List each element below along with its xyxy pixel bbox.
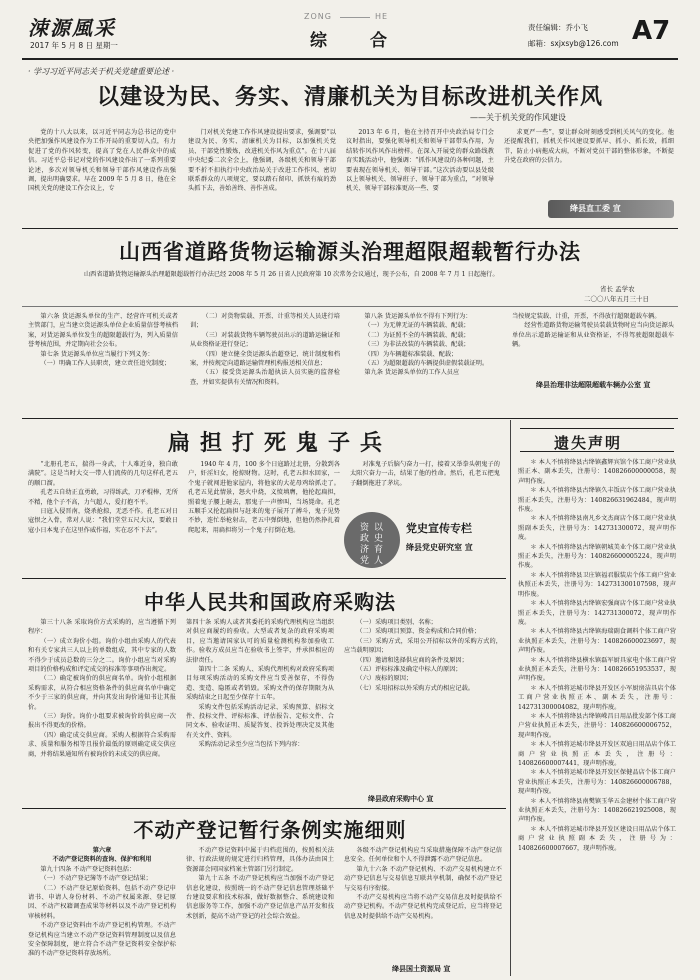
page-number: A7	[632, 16, 671, 46]
badge-char: 资	[360, 523, 370, 533]
article1-para-3: 2013 年 6 月，他在主持召开中央政治局专门会议时指出，要强化领导机关和领导干部带头作用，为结转作风作风作出榜样。在深入开展党的群众路线教育实践活动中，他强调：“抓作风建设的各种问题，主要表现在领导机关、领导干部。”这次活动要以县处级以上领导机关、领导班子、领导干部为重点，“对领导机关、领导干部标准更高一些、要	[346, 129, 494, 193]
party-history-promo-byline: 绛县党史研究室 宣	[406, 542, 473, 552]
badge-char: 史	[374, 534, 384, 544]
article4-item: （二）确定被询价的供应商名单。询价小组根据采购需求，从符合相应资格条件的供应商名单中确定不少于三家的供应商，并向其发出询价通知书让其报价。	[28, 675, 176, 711]
article4-col-3	[344, 618, 502, 808]
lost-notice-item: ＊ 本人不慎将绛县卫庄镇福君服装店个体工商户营业执照正本丢失，注册号为：142731300107598，现声明作废。	[518, 571, 676, 598]
article3-para: 对准鬼子后脑勺奋力一打，接着又举拳头朝鬼子的太阳穴奋力一击，结果了他的性命。然后，孔老五把鬼子翻倒拖进了茅坑。	[350, 461, 500, 487]
lost-notice-item: ＊ 本人不慎将绛县古绛镇鑫辉宾馆个体工商户营业执照正本、副本丢失，注册号：140826600000058，现声明作废。	[518, 459, 676, 485]
email-line	[528, 38, 619, 49]
article4-item: 采购文件包括采购活动记录、采购预算、招标文件、投标文件、评标标准、评估报告、定标文件、合同文本、验收证明、质疑答复、投诉处理决定及其他有关文件、资料。	[186, 703, 334, 739]
badge-char: 党	[360, 556, 370, 566]
badge-char: 人	[374, 556, 384, 566]
lost-notices-column-divider	[510, 420, 511, 976]
lost-notice-item: ＊ 本人不慎将绛县古绛镇宏强商店个体工商户营业执照正本丢失，注册号为：142731300072，现声明作废。	[518, 600, 676, 626]
lost-notice-item: ＊ 本人不慎将绛县南凡乡文杰商店个体工商户营业执照副本丢失，注册号为：142731300072，现声明作废。	[518, 515, 676, 542]
article4-item: 第四十二条 采购人、采购代理机构对政府采购项目每项采购活动的采购文件应当妥善保存，不得伪造、变造、隐匿或者销毁。采购文件的保存期限为从采购结束之日起至少保存十五年。	[186, 666, 334, 702]
article4-item: （四）确定成交供应商。采购人根据符合采购需求、质量和服务相等且报价最低的原则确定成交供应商，并将结果通知所有被询价的未成交的供应商。	[28, 731, 176, 758]
article2-item: （一）明确工作人员职责，建立责任追究制度；	[40, 360, 171, 368]
article2-col-3	[352, 312, 502, 412]
section-line-left	[340, 17, 370, 18]
article1-col-3	[346, 128, 494, 224]
article4-title: 中华人民共和国政府采购法	[144, 590, 396, 614]
paper-name: 涑源風采	[28, 16, 116, 40]
party-history-badge	[344, 512, 400, 568]
article4-item: （三）询价。询价小组要求被询价的供应商一次报出不得更改的价格。	[28, 713, 176, 730]
lost-notice-item: ＊ 本人不慎将绛县横水镇磊军厨具家电个体工商户营业执照正本丢失，注册号为：140826651953537，现声明作废。	[518, 656, 676, 683]
section-title-zong: 综	[310, 31, 327, 51]
article1-col-4	[504, 128, 674, 192]
badge-char: 济	[360, 545, 370, 555]
article3-col-2	[188, 460, 340, 572]
issue-date: 2017 年 5 月 8 日 星期一	[30, 41, 118, 50]
lost-notice-item: ＊ 本人不慎将运城市绛县开发区建设日用品店个体工商户营业执照副本丢失，注册号为：140826600007667，现声明作废。	[518, 825, 676, 852]
lost-notice-item: ＊ 本人不慎将绛县古绛镇朝城美业个体工商户营业执照正本丢失，注册号为：140826600005224，现声明作废。	[518, 543, 676, 570]
article5-chapter: 第六章	[92, 847, 112, 854]
article2-bottom-rule	[22, 418, 678, 419]
article2-item: 经营性道路货物运输驾驶员装载货物时应当向货运源头单位出示道路运输证和从业资格证，不得驾驶超限超载车辆。	[512, 322, 674, 349]
article4-col-1	[28, 618, 176, 808]
badge-char: 以	[374, 523, 384, 533]
article5-item: 不动产登记资料中属于归档范围的，按照相关法律、行政法规的规定进行归档管理，具体办法由国土资源部会同国家档案主管部门另行制定。	[186, 847, 334, 873]
badge-char: 育	[374, 545, 384, 555]
article2-col-4	[512, 312, 674, 376]
article5-byline: 绛县国土资源局 宣	[392, 964, 451, 973]
article2-sign-date: 二〇〇八年五月三十日	[584, 295, 649, 303]
article2-item: （四）为车辆超标准装载、配载；	[364, 350, 458, 358]
article5-col-3	[344, 846, 502, 958]
section-title-he: 合	[370, 31, 387, 51]
article4-item: （二）采购项目预算、资金构成和合同价格；	[356, 628, 481, 636]
article1-col-2	[188, 128, 336, 224]
article2-item: 第七条 货运源头单位应当履行下列义务：	[40, 350, 154, 358]
article5-item: （二）不动产登记原始资料，包括不动产登记申请书、申请人身份材料、不动产权属来源、登记原因、不动产权籍调查成果等材料以及不动产登记机构审核材料。	[28, 884, 176, 920]
article2-item: （四）建立健全货运源头治超登记、统计制度和档案，并按规定向道路运输管理机构报送相关信息；	[190, 350, 340, 368]
article2-col-1	[28, 312, 178, 412]
editor-line	[528, 22, 588, 33]
article2-preamble	[84, 270, 664, 282]
section-pinyin-zong: ZONG	[304, 12, 332, 21]
article4-item: （一）成立询价小组。询价小组由采购人的代表和有关专家共三人以上的单数组成，其中专家的人数不得少于成员总数的三分之二。询价小组应当对采购项目的价格构成和评定成交的标准等事项作出规定。	[28, 637, 176, 674]
article3-col-1	[28, 460, 178, 572]
article2-item: （三）对装载货物车辆驾驶员出示的道路运输证和从业资格证进行登记；	[190, 331, 340, 349]
article2-item: （五）接受货运源头治超执法人员实施的监督检查，并如实提供有关情况和资料。	[190, 369, 340, 386]
article4-item: 采购活动记录至少应当包括下列内容：	[198, 741, 304, 749]
article4-item: 第三十八条 采取询价方式采购的，应当遵循下列程序：	[28, 619, 176, 636]
article2-preamble-text: 山西省道路货物运输源头治理超限超载暂行办法已经 2008 年 5 月 26 日省人民政府第 10 次常务会议通过，现予公布，自 2008 年 7 月 1 日起施行。	[84, 271, 499, 278]
article5-item: 第九十四条 不动产登记资料包括：	[40, 865, 136, 873]
article4-item: （六）废标的原因；	[356, 675, 413, 683]
article1-col-1	[28, 128, 176, 224]
masthead-rule	[22, 58, 678, 60]
article4-item: （五）评标标准及确定中标人的原因；	[356, 666, 462, 674]
lost-notice-item: ＊ 本人不慎将绛县古绛镇久丰饭店个体工商户营业执照正本丢失，注册号为：140826631962484，现声明作废。	[518, 487, 676, 514]
article5-item: （一）不动产登记簿等不动产登记结果；	[40, 875, 152, 883]
article1-bottom-rule	[22, 228, 678, 229]
article1-para-4: 求更严一些”，要让群众时刻感受到机关风气的变化。他还提醒我们，抓机关作风建设要抓早、抓小、抓长效，抓细节，防止小病拖成大病，不断对党员干部的整体形象，不断提升党在政府的公信力。	[504, 129, 674, 165]
party-history-promo-title: 党史宣传专栏	[406, 522, 472, 535]
masthead	[0, 0, 700, 58]
lost-notice-item: ＊ 本人不慎将运城市绛县开发区双迪日用品店个体工商户营业执照正本丢失，注册号：140826600007441，现声明作废。	[518, 741, 676, 767]
article2-item: （二）对货物装载、开票、计重等相关人员进行培训；	[190, 313, 340, 330]
lost-notice-item: ＊ 本人不慎将绛县南樊镇玉华五金建材个体工商户营业执照正本丢失，注册号为：140826621925008，现声明作废。	[518, 797, 676, 824]
article3-para: 孔老五自幼正直勇敢，习得练武，刀矛棍棒，无所不精，他个子不高，力气超人，爱打抱不平。	[28, 489, 178, 506]
article4-item: 第四十条 采购人或者其委托的采购代理机构应当组织对供应商履约的验收。大型或者复杂的政府采购项目，应当邀请国家认可的质量检测机构参加验收工作。验收方成员应当在验收书上签字，并承担相应的法律责任。	[186, 619, 334, 664]
article2-title: 山西省道路货物运输源头治理超限超载暂行办法	[119, 239, 581, 264]
article3-para: “北册孔老五，揣得一身武，十人难近身，独自敢满院”。这是当时大交一带人们流传的几句这样孔老五的顺口溜。	[28, 461, 178, 487]
email-label: 邮箱：	[528, 39, 551, 48]
lost-notice-item: ＊ 本人不慎将运城市绛县开发区小军厨房洁具店个体工商户营业执照正本、副本丢失，注册号：142731300004082，现声明作废。	[518, 684, 676, 711]
article1-title: 以建设为民、务实、清廉机关为目标改进机关作风	[96, 84, 603, 110]
article2-item: （二）为证照不全的车辆装载、配载；	[364, 331, 470, 339]
article1-subtitle: ——关于机关党的作风建设	[470, 113, 566, 122]
article3-title: 扁担打死鬼子兵	[167, 430, 392, 456]
article5-item: 第九十五条 不动产登记机构应当加强不动产登记信息化建设，按照统一的不动产登记信息管理基础平台建设要求和技术标准，做好数据整合、系统建设和信息服务等工作，加强不动产登记信息产品开发和技术创新，提高不动产登记的社会综合效益。	[186, 875, 334, 920]
article5-item: 不动产登记资料由不动产登记机构管理。不动产登记机构应当建立不动产登记资料管理制度以及信息安全保障制度，建立符合不动产登记资料安全保护标准的不动产登记资料存放场所。	[28, 922, 176, 958]
article4-item: （一）采购项目类别、名称；	[356, 619, 437, 626]
article2-item: （一）为无牌无证的车辆装载、配载；	[364, 322, 470, 330]
article5-chapter-title: 不动产登记资料的查询、保护和利用	[52, 856, 152, 864]
lost-notice-item: ＊ 本人不慎将绛县古绛镇嵘昌日用品批发部个体工商户营业执照正本丢失，注册号：140826600006752，现声明作废。	[518, 712, 676, 739]
lost-notices-title: 遗失声明	[554, 434, 623, 452]
article2-item: 第九条 货运源头单位的工作人员应	[364, 369, 460, 377]
article1-byline-box	[548, 200, 674, 218]
article3-para: 1940 年 4 月，100 多个日寇路过北册，分散到各户，奸淫妇女，抢掠财物。这时，孔老五担水回家，一个鬼子就闯进他家屋内，将他家的大花母鸡给抓走了。孔老五见此情景，怒火中烧，义愤填膺，他抡起扁担，照着鬼子腰上砸去，那鬼子一声惨叫，当场毙命。孔老五顺手又抡起扁担与赶来的鬼子展开了搏斗，鬼子见势不妙，连忙举枪射击，老五中弹倒地，但他仍然挣扎着爬起来，用扁担将另一个鬼子打倒在地。	[188, 461, 340, 534]
article4-item: （三）采购方式，采用公开招标以外的采购方式的，应当载明原因；	[344, 637, 502, 655]
article5-col-2	[186, 846, 334, 970]
lost-notice-item: ＊ 本人不慎将绛县古绛镇海瑞副食调料个体工商户营业执照正本丢失，注册号为：140826600023697，现声明作废。	[518, 628, 676, 655]
article5-item: 第九十六条 不动产登记机构、不动产交易机构建立不动产登记信息与交易信息互联共享机制，确保不动产登记与交易有序衔接。	[344, 865, 502, 892]
article1-kicker: · 学习习近平同志关于机关党建重要论述 ·	[28, 67, 175, 76]
article3-para: 日寇入侵晋南，烧杀抢掠，无恶不作。孔老五对日寇恨之入骨，常对人说：“我们堂堂五尺大汉，要敢日寇小日本鬼子在这里作威作福，实在忍不下去”。	[28, 508, 178, 534]
article2-top-rule	[22, 306, 678, 307]
article2-byline: 绛县治理非法超限超载车辆办公室 宣	[536, 380, 651, 389]
article2-item: （三）为非法改装的车辆装载、配载；	[364, 341, 470, 349]
article5-col-1	[28, 846, 176, 970]
article1-para-1: 党的十八大以来，以习近平同志为总书记的党中央把加强作风建设作为工作开局的重要切入点，有力促进了党的作风转变，提高了党在人民群众中的威信。习近平总书记对党的作风建设作出了一系列重要论述，多次对领导机关和领导干部作风建设作出强调，提出明确要求。早在 2009 年 5 月 8 日，他在全国机关党的建设工作会议上，专	[28, 129, 176, 193]
section-pinyin-he: HE	[375, 12, 389, 21]
article5-item: 不动产交易机构应当将不动产交易信息及时提供给不动产登记机构。不动产登记机构完成登记后，应当将登记信息及时提供给不动产交易机构。	[344, 894, 502, 920]
email-address[interactable]: sxjxsyb@126.com	[550, 39, 619, 48]
article5-title: 不动产登记暂行条例实施细则	[133, 818, 407, 842]
lost-notices-title-box	[520, 428, 674, 452]
article2-item: （五）为超限超载的车辆提供虚假装载证明。	[364, 360, 489, 368]
article4-col-2	[186, 618, 334, 808]
article4-bottom-rule	[22, 808, 506, 809]
article4-item: （四）邀请和选择供应商的条件及原因；	[356, 656, 468, 664]
lost-notices-list	[518, 458, 676, 974]
article4-byline: 绛县政府采购中心 宣	[368, 794, 434, 803]
lost-notice-item: ＊ 本人不慎将运城市绛县开发区保健品店个体工商户营业执照正本丢失，注册号为：140826600006788，现声明作废。	[518, 769, 676, 796]
badge-char: 政	[360, 534, 370, 544]
editor-label: 责任编辑：	[528, 23, 566, 32]
article3-bottom-rule	[22, 578, 506, 579]
article2-item: 当按规定装载、计重，开票，不得放行超限超载车辆。	[512, 313, 661, 320]
article2-signer: 省长 孟学农	[600, 285, 635, 293]
article3-col-3	[350, 460, 500, 508]
article2-item: 第六条 货运源头单位的生产、经营许可机关或者主管部门，应当建立货运源头单位企业质量信誉考核档案，对货运源头单位发生的超限超载行为，列入质量信誉考核范围，并定期向社会公布。	[28, 313, 178, 349]
article1-byline: 绛县直工委 宣	[570, 203, 621, 213]
article2-item: 第八条 货运源头单位不得有下列行为：	[364, 313, 472, 320]
editor-name: 乔小飞	[565, 23, 588, 32]
article2-col-2	[190, 312, 340, 412]
article1-para-2: 门对机关党建工作作风建设提出要求，强调要“以建设为民、务实、清廉机关为目标，以加强机关党员、干部党性锻炼，改进机关作风为重点”。在十八届中央纪委二次全会上，他强调，各级机关和领导干部要不折不扣执行中央政治局关于改进工作作风、密切联系群众的八项规定，要以踏石留印、抓铁有痕的劲头抓下去，善始善终、善作善成。	[188, 129, 336, 193]
article5-item: 各级不动产登记机构应当采取措施保障不动产登记信息安全。任何单位和个人不得泄露不动产登记信息。	[344, 847, 502, 864]
article4-item: （七）采用招标以外采购方式的相应记载。	[356, 684, 474, 692]
